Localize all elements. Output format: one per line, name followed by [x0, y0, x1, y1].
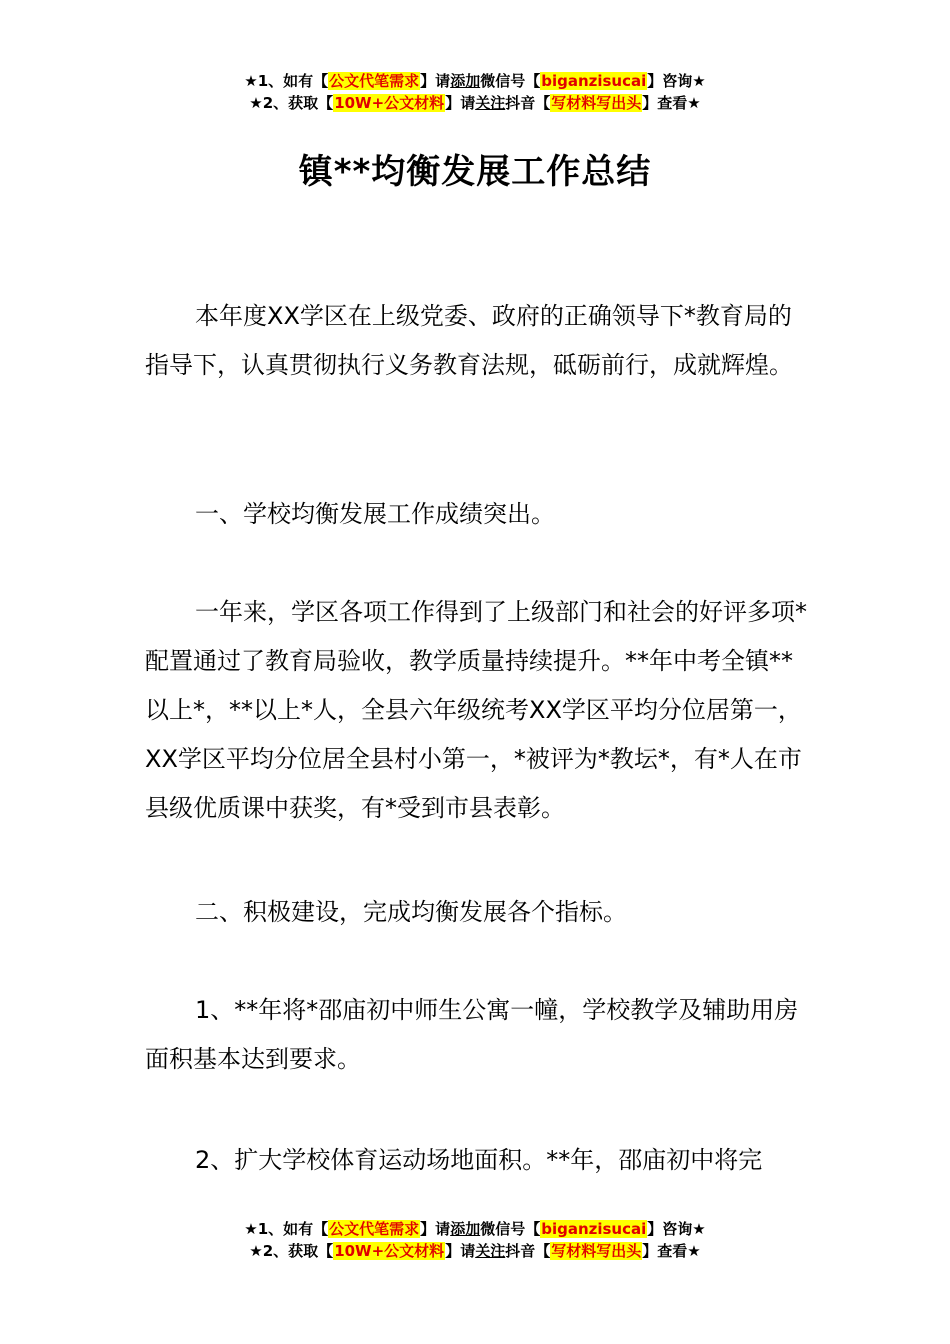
- banner-text: 抖音【: [505, 94, 551, 112]
- banner-line-2: [0, 92, 950, 114]
- banner-highlight: 写材料写出头: [551, 1242, 642, 1260]
- banner-text: 】请: [420, 72, 451, 90]
- banner-highlight: 写材料写出头: [551, 94, 642, 112]
- banner-highlight: 10W+公文材料: [334, 1242, 445, 1260]
- banner-text: 】查看★: [642, 94, 701, 112]
- banner-text: ★2、获取【: [249, 94, 334, 112]
- banner-text: ★1、如有【: [244, 72, 329, 90]
- banner-text: 】请: [420, 1220, 451, 1238]
- banner-text: 】咨询★: [647, 72, 706, 90]
- paragraph-text: 2、扩大学校体育运动场地面积。**年，邵庙初中将完: [195, 1146, 763, 1174]
- list-item-1: [145, 986, 810, 1084]
- paragraph-intro: [145, 292, 810, 390]
- banner-text: 】请: [445, 1242, 476, 1260]
- banner-line-1: [0, 1218, 950, 1240]
- banner-underlined: 添加: [450, 72, 481, 90]
- paragraph-text: 一年来，学区各项工作得到了上级部门和社会的好评多项*配置通过了教育局验收，教学质量持续提升。**年中考全镇**以上*，**以上*人，全县六年级统考XX学区平均分位居第一，XX学区平均分位居全县村小第一，*被评为*教坛*，有*人在市县级优质课中获奖，有*受到市县表彰。: [145, 598, 807, 822]
- banner-text: 】咨询★: [647, 1220, 706, 1238]
- banner-text: 】请: [445, 94, 476, 112]
- paragraph-achievements: [145, 588, 810, 833]
- banner-text: 微信号【: [480, 72, 541, 90]
- banner-line-1: [0, 70, 950, 92]
- banner-text: ★2、获取【: [249, 1242, 334, 1260]
- section-heading-2: [145, 888, 810, 937]
- banner-wechat-id: biganzisucai: [541, 1220, 647, 1238]
- banner-text: ★1、如有【: [244, 1220, 329, 1238]
- paragraph-text: 一、学校均衡发展工作成绩突出。: [195, 500, 555, 528]
- banner-text: 抖音【: [505, 1242, 551, 1260]
- banner-text: 】查看★: [642, 1242, 701, 1260]
- header-banner: [0, 70, 950, 114]
- banner-highlight: 10W+公文材料: [334, 94, 445, 112]
- banner-underlined: 关注: [475, 1242, 506, 1260]
- banner-underlined: 添加: [450, 1220, 481, 1238]
- paragraph-text: 1、**年将*邵庙初中师生公寓一幢，学校教学及辅助用房面积基本达到要求。: [145, 996, 799, 1073]
- banner-text: 微信号【: [480, 1220, 541, 1238]
- banner-line-2: [0, 1240, 950, 1262]
- banner-highlight: 公文代笔需求: [329, 72, 420, 90]
- banner-underlined: 关注: [475, 94, 506, 112]
- paragraph-text: 二、积极建设，完成均衡发展各个指标。: [195, 898, 627, 926]
- footer-banner: [0, 1218, 950, 1262]
- banner-highlight: 公文代笔需求: [329, 1220, 420, 1238]
- list-item-2: [145, 1136, 810, 1185]
- document-title: 镇**均衡发展工作总结: [298, 152, 652, 192]
- section-heading-1: [145, 490, 810, 539]
- banner-wechat-id: biganzisucai: [541, 72, 647, 90]
- paragraph-text: 本年度XX学区在上级党委、政府的正确领导下*教育局的指导下，认真贯彻执行义务教育法规，砥砺前行，成就辉煌。: [145, 302, 793, 379]
